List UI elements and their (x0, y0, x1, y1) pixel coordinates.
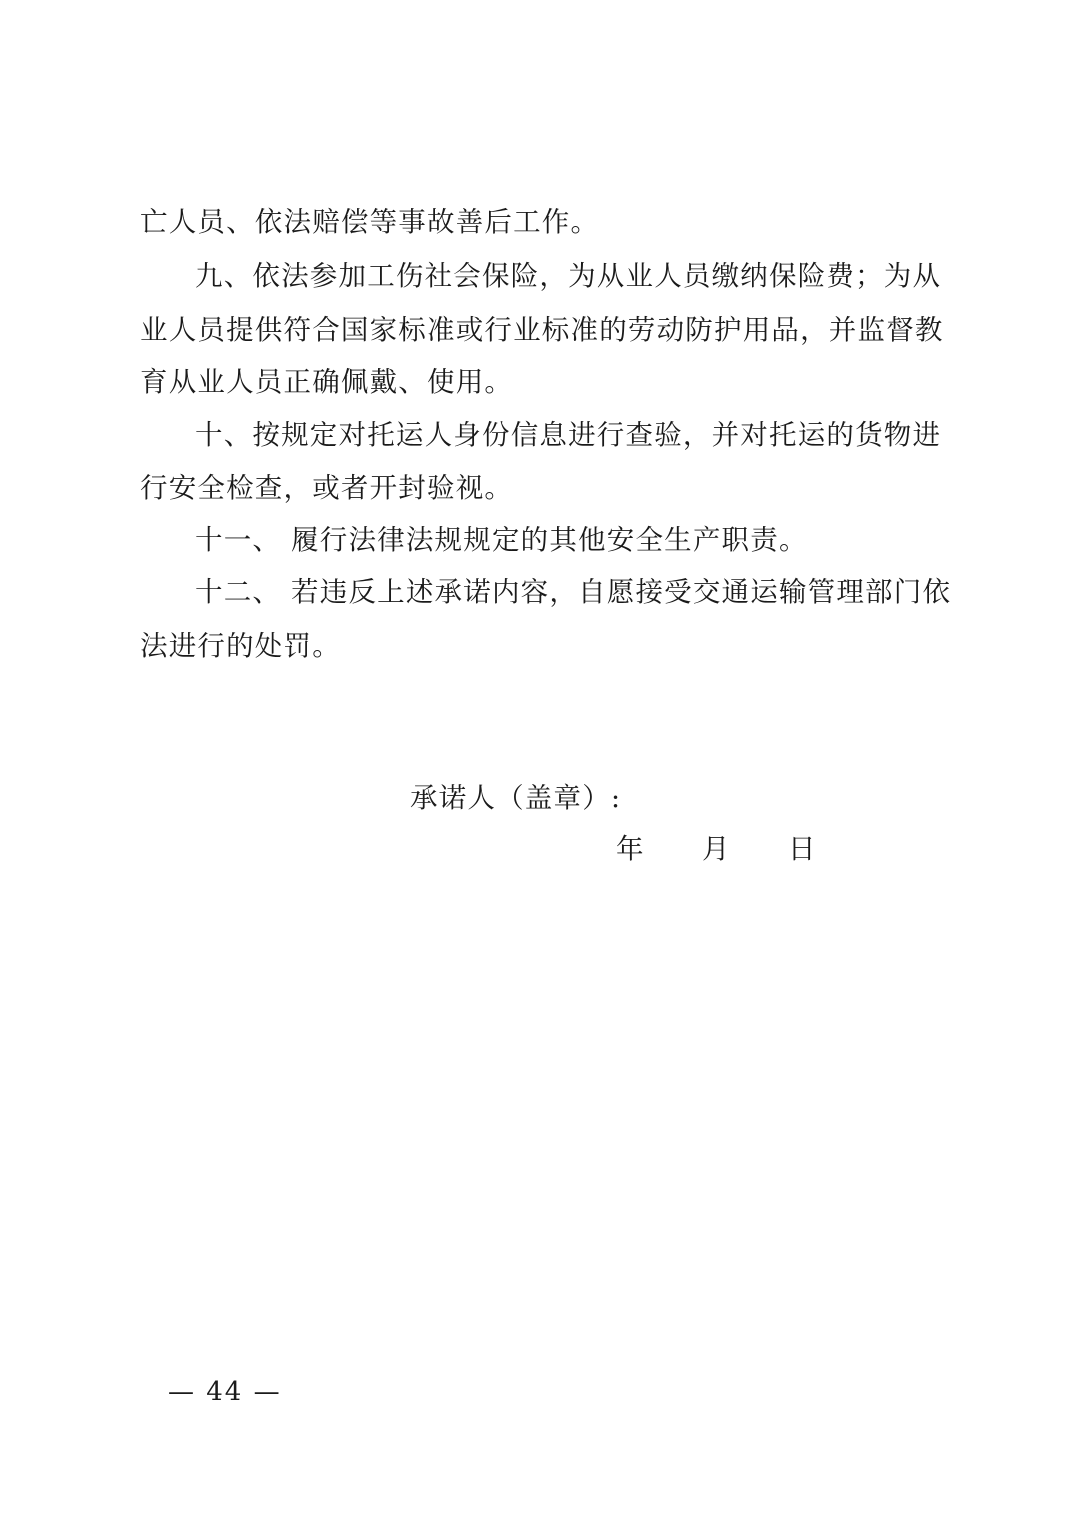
signature-label: 承诺人（盖章）: (410, 782, 622, 814)
body-line-5: 十、按规定对托运人身份信息进行查验，并对托运的货物进 (195, 419, 942, 451)
body-line-3: 业人员提供符合国家标准或行业标准的劳动防护用品，并监督教 (140, 314, 944, 346)
body-line-4: 育从业人员正确佩戴、使用。 (140, 366, 514, 398)
body-line-1: 亡人员、依法赔偿等事故善后工作。 (140, 206, 600, 238)
page-number: — 44 — (168, 1377, 282, 1407)
date-day-label: 日 (788, 833, 816, 865)
body-line-6: 行安全检查，或者开封验视。 (140, 472, 514, 504)
body-line-7: 十一、 履行法律法规规定的其他安全生产职责。 (195, 524, 808, 556)
body-line-8: 十二、 若违反上述承诺内容，自愿接受交通运输管理部门依 (195, 576, 952, 608)
body-line-9: 法进行的处罚。 (140, 630, 341, 662)
date-year-label: 年 (616, 833, 644, 865)
date-month-label: 月 (702, 833, 730, 865)
body-line-2: 九、依法参加工伤社会保险，为从业人员缴纳保险费；为从 (195, 260, 942, 292)
